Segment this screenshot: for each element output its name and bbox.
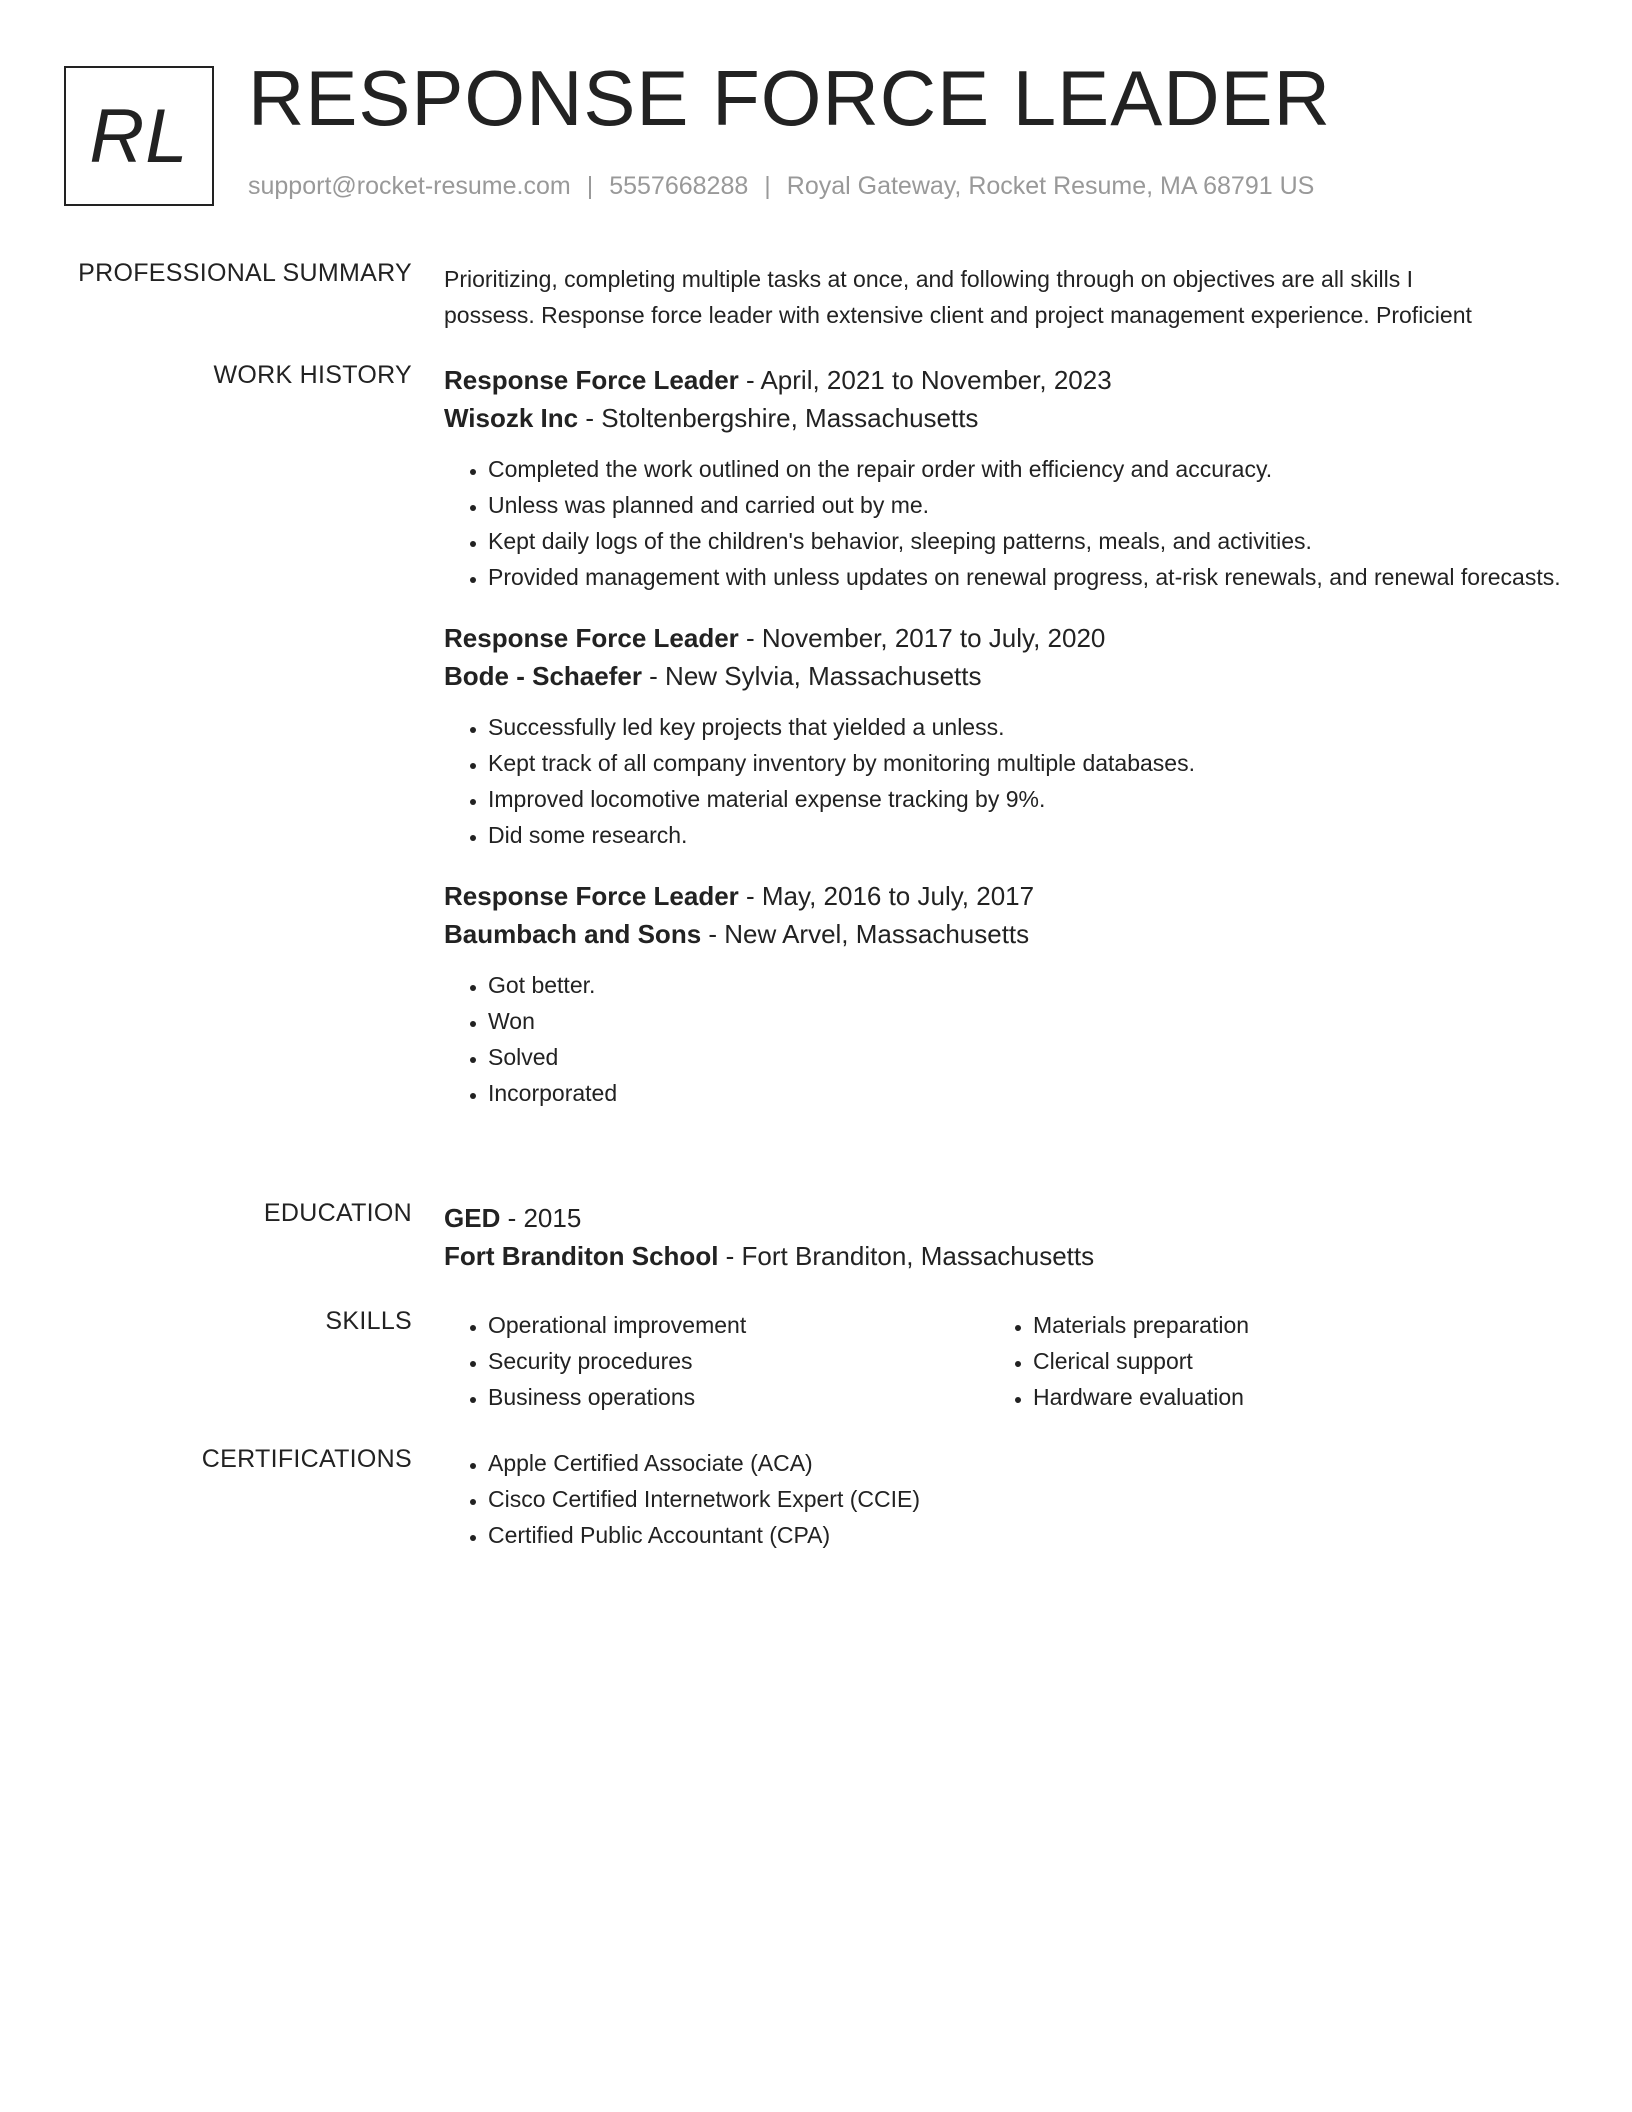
list-item: • Kept daily logs of the children's behavior, sleeping patterns, meals, and activities. xyxy=(488,523,1564,559)
job-title: Response Force Leader xyxy=(444,881,739,911)
education-body xyxy=(444,1199,1564,1275)
job-entry xyxy=(444,361,1564,595)
list-item: • Certified Public Accountant (CPA) xyxy=(488,1517,1564,1553)
job-dates: - May, 2016 to July, 2017 xyxy=(738,881,1035,911)
job-company: Wisozk Inc xyxy=(444,403,579,433)
job-location: - New Sylvia, Massachusetts xyxy=(641,661,982,691)
job-entry xyxy=(444,619,1564,853)
job-title-line xyxy=(444,361,1564,399)
education-degree-line xyxy=(444,1199,1564,1237)
job-title-line xyxy=(444,877,1564,915)
contact-separator: | xyxy=(586,172,594,200)
skills-grid xyxy=(444,1307,1564,1415)
job-title: Response Force Leader xyxy=(444,365,739,395)
contact-phone[interactable]: 5557668288 xyxy=(609,172,749,200)
list-item: • Improved locomotive material expense tracking by 9%. xyxy=(488,781,1564,817)
education-year: - 2015 xyxy=(500,1203,582,1233)
contact-separator: | xyxy=(764,172,771,200)
list-item: • Hardware evaluation xyxy=(1033,1379,1534,1415)
section-label-certifications: CERTIFICATIONS xyxy=(201,1445,412,1473)
contact-email[interactable]: support@rocket-resume.com xyxy=(248,172,571,200)
job-dates: - November, 2017 to July, 2020 xyxy=(738,623,1106,653)
list-item: • Apple Certified Associate (ACA) xyxy=(488,1445,1564,1481)
summary-text: Prioritizing, completing multiple tasks at once, and following through on objectives are all skills I possess. Response force leader with extensive client and project management experience. Proficient xyxy=(444,266,1472,328)
education-location: - Fort Branditon, Massachusetts xyxy=(718,1241,1095,1271)
work-history-body xyxy=(444,361,1564,1135)
job-entry xyxy=(444,877,1564,1111)
education-school-line xyxy=(444,1237,1564,1275)
job-company: Baumbach and Sons xyxy=(444,919,702,949)
section-label-work-history: WORK HISTORY xyxy=(213,361,412,389)
summary-body xyxy=(444,259,1564,333)
skills-list xyxy=(444,1307,989,1415)
job-location: - New Arvel, Massachusetts xyxy=(701,919,1030,949)
list-item: • Cisco Certified Internetwork Expert (CCIE) xyxy=(488,1481,1564,1517)
job-company-line xyxy=(444,657,1564,695)
list-item: • Kept track of all company inventory by monitoring multiple databases. xyxy=(488,745,1564,781)
job-bullets xyxy=(444,967,1564,1111)
job-title: Response Force Leader xyxy=(444,623,739,653)
education-degree: GED xyxy=(444,1203,501,1233)
contact-address: Royal Gateway, Rocket Resume, MA 68791 US xyxy=(786,172,1315,200)
list-item: • Incorporated xyxy=(488,1075,1564,1111)
job-location: - Stoltenbergshire, Massachusetts xyxy=(578,403,979,433)
certifications-body xyxy=(444,1445,1564,1553)
skills-column-left xyxy=(444,1307,989,1415)
job-dates: - April, 2021 to November, 2023 xyxy=(738,365,1112,395)
list-item: • Business operations xyxy=(488,1379,989,1415)
job-title-line xyxy=(444,619,1564,657)
certifications-list xyxy=(444,1445,1564,1553)
list-item: • Provided management with unless updates on renewal progress, at-risk renewals, and renewal forecasts. xyxy=(488,559,1564,595)
job-bullets xyxy=(444,451,1564,595)
list-item: • Successfully led key projects that yielded a unless. xyxy=(488,709,1564,745)
job-company: Bode - Schaefer xyxy=(444,661,642,691)
skills-body xyxy=(444,1307,1564,1415)
list-item: • Materials preparation xyxy=(1033,1307,1534,1343)
section-label-skills: SKILLS xyxy=(325,1307,412,1335)
job-bullets xyxy=(444,709,1564,853)
resume-title: RESPONSE FORCE LEADER xyxy=(248,54,1331,142)
list-item: • Security procedures xyxy=(488,1343,989,1379)
list-item: • Got better. xyxy=(488,967,1564,1003)
skills-list xyxy=(989,1307,1534,1415)
section-label-summary: PROFESSIONAL SUMMARY xyxy=(78,259,412,287)
list-item: • Solved xyxy=(488,1039,1564,1075)
skills-column-right xyxy=(989,1307,1534,1415)
education-school: Fort Branditon School xyxy=(444,1241,719,1271)
list-item: • Did some research. xyxy=(488,817,1564,853)
list-item: • Operational improvement xyxy=(488,1307,989,1343)
list-item: • Completed the work outlined on the repair order with efficiency and accuracy. xyxy=(488,451,1564,487)
job-company-line xyxy=(444,399,1564,437)
list-item: • Unless was planned and carried out by me. xyxy=(488,487,1564,523)
job-company-line xyxy=(444,915,1564,953)
contact-line xyxy=(248,172,1314,201)
list-item: • Won xyxy=(488,1003,1564,1039)
monogram-logo: RL xyxy=(64,66,214,206)
section-label-education: EDUCATION xyxy=(263,1199,412,1227)
list-item: • Clerical support xyxy=(1033,1343,1534,1379)
